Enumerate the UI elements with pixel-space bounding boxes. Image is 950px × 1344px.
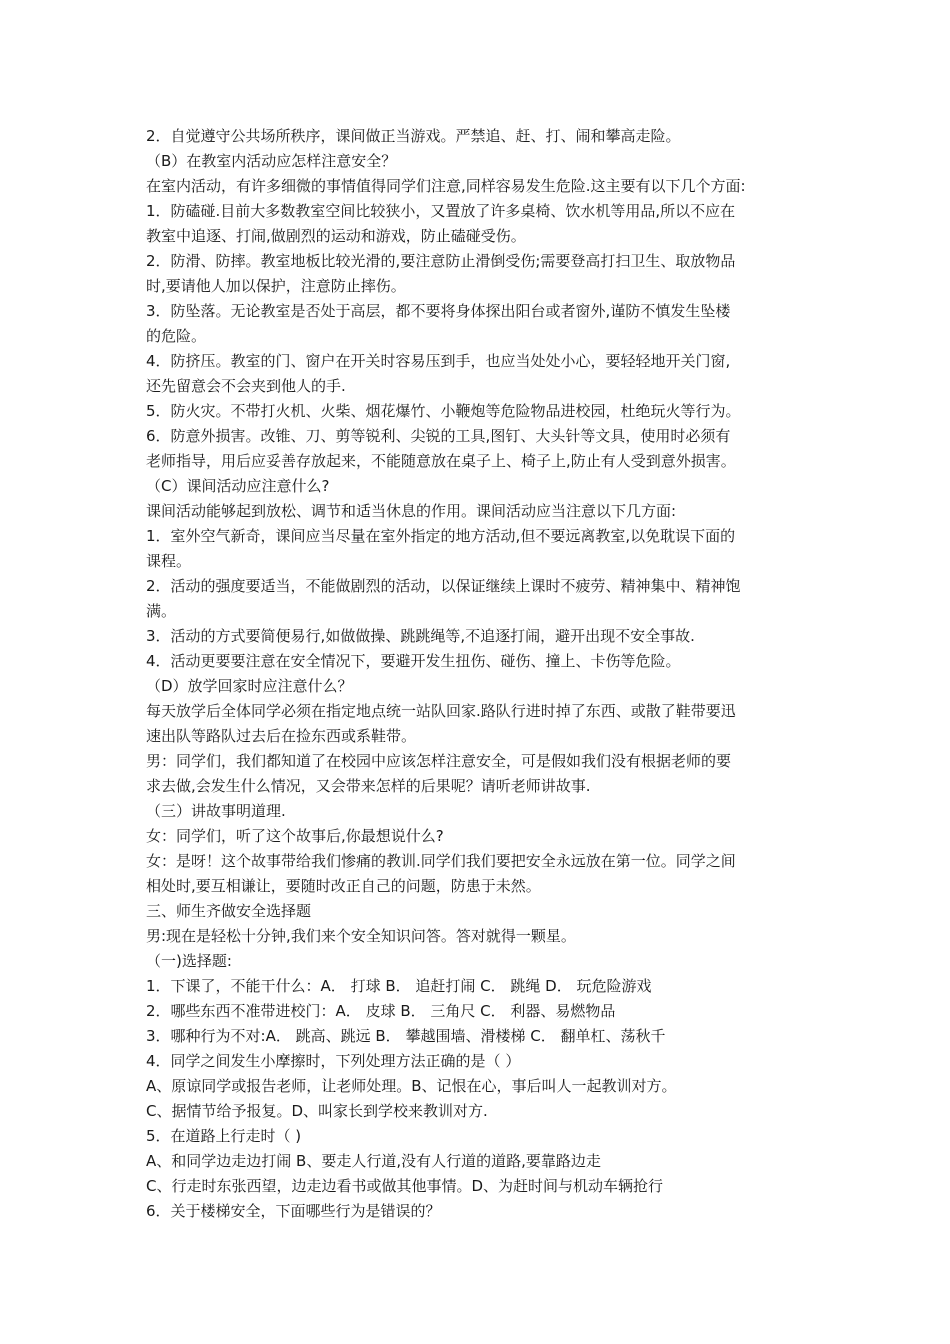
text-line: 教室中追逐、打闹,做剧烈的运动和游戏，防止磕碰受伤。 [146, 227, 526, 245]
text-line: 6．关于楼梯安全，下面哪些行为是错误的？ [146, 1202, 441, 1220]
text-line: 4．同学之间发生小摩擦时，下列处理方法正确的是（ ） [146, 1052, 521, 1070]
text-line: （B）在教室内活动应怎样注意安全？ [146, 152, 397, 170]
text-line: 在室内活动，有许多细微的事情值得同学们注意,同样容易发生危险.这主要有以下几个方面: [146, 177, 746, 195]
text-line: （一)选择题: [146, 952, 232, 970]
text-line: C、行走时东张西望，边走边看书或做其他事情。D、为赶时间与机动车辆抢行 [146, 1177, 664, 1195]
text-line: 男:现在是轻松十分钟,我们来个安全知识问答。答对就得一颗星。 [146, 927, 576, 945]
text-line: 3．哪种行为不对:A． 跳高、跳远 B． 攀越围墙、滑楼梯 C． 翻单杠、荡秋千 [146, 1027, 666, 1045]
text-line: 的危险。 [146, 327, 207, 345]
text-line: 速出队等路队过去后在捡东西或系鞋带。 [146, 727, 417, 745]
text-line: （D）放学回家时应注意什么？ [146, 677, 353, 695]
text-line: 4．防挤压。教室的门、窗户在开关时容易压到手，也应当处处小心，要轻轻地开关门窗, [146, 352, 731, 370]
text-line: 女：是呀！这个故事带给我们惨痛的教训.同学们我们要把安全永远放在第一位。同学之间 [146, 852, 736, 870]
text-line: 老师指导，用后应妥善存放起来，不能随意放在桌子上、椅子上,防止有人受到意外损害。 [146, 452, 736, 470]
text-line: 三、师生齐做安全选择题 [146, 902, 312, 920]
text-line: 2．防滑、防摔。教室地板比较光滑的,要注意防止滑倒受伤;需要登高打扫卫生、取放物品 [146, 252, 736, 270]
text-line: 6．防意外损害。改锥、刀、剪等锐利、尖锐的工具,图钉、大头针等文具，使用时必须有 [146, 427, 731, 445]
text-line: 时,要请他人加以保护，注意防止摔伤。 [146, 277, 406, 295]
text-line: 还先留意会不会夹到他人的手. [146, 377, 346, 395]
text-line: 1．下课了，不能干什么：A． 打球 B． 追赶打闹 C． 跳绳 D． 玩危险游戏 [146, 977, 652, 995]
text-line: 5．防火灾。不带打火机、火柴、烟花爆竹、小鞭炮等危险物品进校园，杜绝玩火等行为。 [146, 402, 741, 420]
document-body [146, 124, 816, 1224]
text-line: A、原谅同学或报告老师，让老师处理。B、记恨在心，事后叫人一起教训对方。 [146, 1077, 677, 1095]
text-line: （C）课间活动应注意什么? [146, 477, 330, 495]
text-line: 1．防磕碰.目前大多数教室空间比较狭小，又置放了许多桌椅、饮水机等用品,所以不应在 [146, 202, 736, 220]
text-line: 求去做,会发生什么情况，又会带来怎样的后果呢？请听老师讲故事. [146, 777, 591, 795]
text-line: 2．活动的强度要适当，不能做剧烈的活动，以保证继续上课时不疲劳、精神集中、精神饱 [146, 577, 741, 595]
text-line: 课程。 [146, 552, 192, 570]
text-line: 课间活动能够起到放松、调节和适当休息的作用。课间活动应当注意以下几方面: [146, 502, 677, 520]
text-line: 3．防坠落。无论教室是否处于高层，都不要将身体探出阳台或者窗外,谨防不慎发生坠楼 [146, 302, 731, 320]
text-line: 每天放学后全体同学必须在指定地点统一站队回家.路队行进时掉了东西、或散了鞋带要迅 [146, 702, 736, 720]
text-line: A、和同学边走边打闹 B、要走人行道,没有人行道的道路,要靠路边走 [146, 1152, 601, 1170]
text-line: 女：同学们，听了这个故事后,你最想说什么? [146, 827, 444, 845]
text-line: （三）讲故事明道理. [146, 802, 286, 820]
text-line: C、据情节给予报复。D、叫家长到学校来教训对方. [146, 1102, 488, 1120]
text-line: 4．活动更要要注意在安全情况下，要避开发生扭伤、碰伤、撞上、卡伤等危险。 [146, 652, 681, 670]
text-line: 5．在道路上行走时（ ) [146, 1127, 302, 1145]
text-line: 1．室外空气新奇，课间应当尽量在室外指定的地方活动,但不要远离教室,以免耽误下面的 [146, 527, 736, 545]
text-line: 3．活动的方式要简便易行,如做做操、跳跳绳等,不追逐打闹，避开出现不安全事故. [146, 627, 695, 645]
text-line: 2．哪些东西不准带进校门：A． 皮球 B． 三角尺 C． 利器、易燃物品 [146, 1002, 616, 1020]
text-line: 满。 [146, 602, 177, 620]
text-line: 男：同学们，我们都知道了在校园中应该怎样注意安全，可是假如我们没有根据老师的要 [146, 752, 732, 770]
text-line: 相处时,要互相谦让，要随时改正自己的问题，防患于未然。 [146, 877, 541, 895]
text-line: 2．自觉遵守公共场所秩序，课间做正当游戏。严禁追、赶、打、闹和攀高走险。 [146, 127, 681, 145]
